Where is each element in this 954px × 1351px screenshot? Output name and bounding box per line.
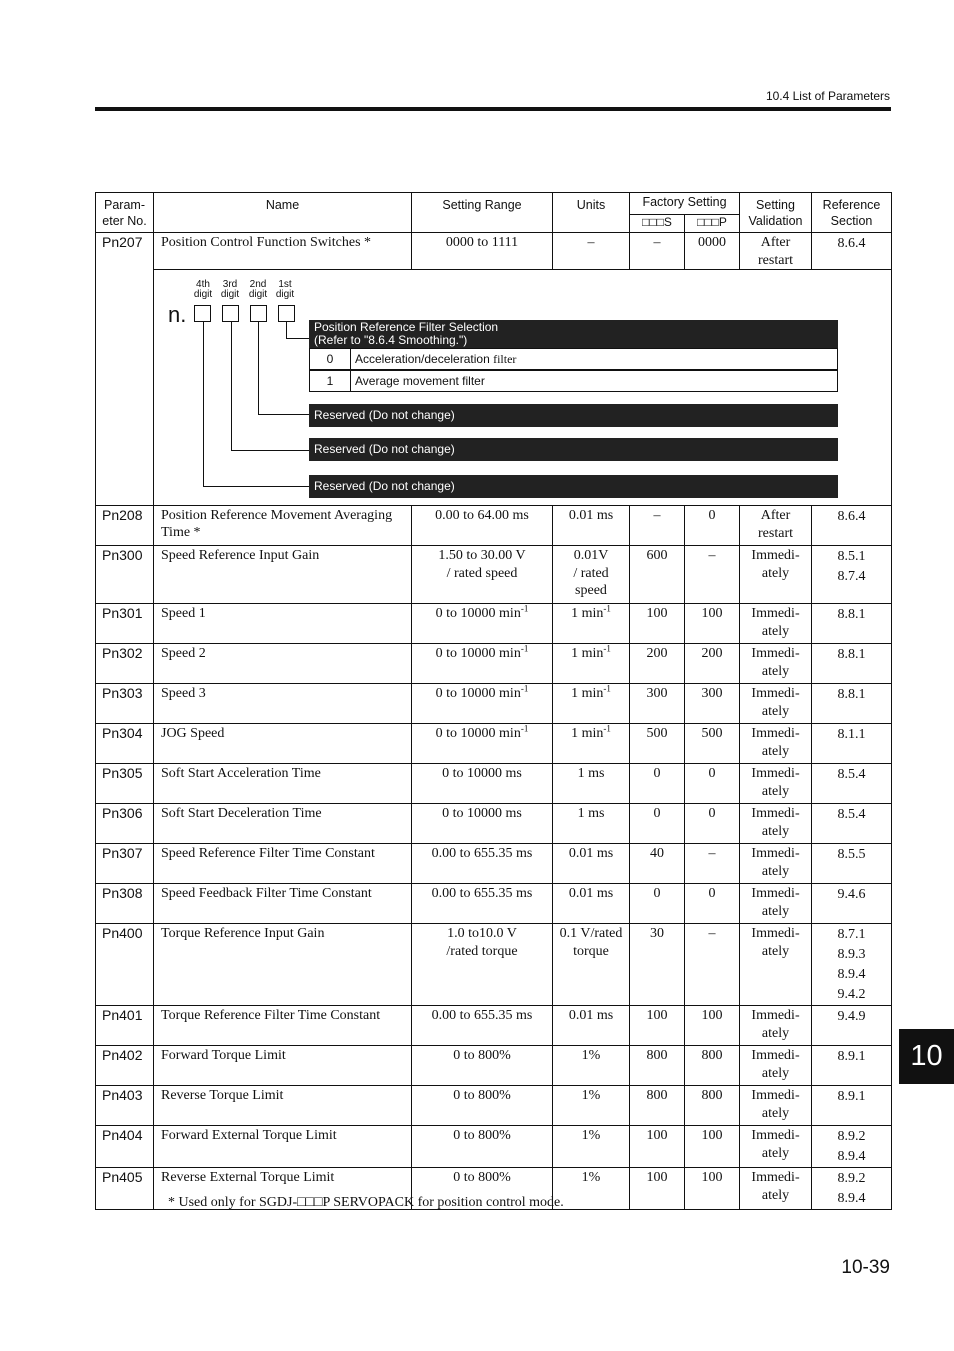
units [553, 1046, 630, 1086]
option-row-0 [309, 348, 838, 370]
option-label-tail: filter [493, 352, 517, 366]
units-text: 1 min [571, 686, 604, 701]
col-name: Name [154, 193, 412, 233]
col-reference-section-label: Reference Section [822, 198, 881, 228]
reference-section [812, 844, 892, 884]
reference-item: 8.9.2 [837, 1129, 866, 1144]
setting-range [412, 1046, 553, 1086]
table-row [96, 1046, 892, 1086]
connector-3rd-h [231, 450, 310, 451]
setting-range [412, 884, 553, 924]
setting-range [412, 1126, 553, 1168]
reference-item: 8.1.1 [837, 727, 866, 742]
setting-validation-text: Immedi- ately [751, 766, 800, 799]
factory-p: 100 [685, 1006, 740, 1046]
units [553, 844, 630, 884]
param-name: Reverse Torque Limit [154, 1086, 412, 1126]
setting-validation-text: Immedi- ately [751, 726, 800, 759]
reference-section [812, 1086, 892, 1126]
table-row [96, 644, 892, 684]
setting-range-text: 1.0 to10.0 V /rated torque [446, 926, 518, 959]
setting-validation-text: Immedi- ately [751, 1088, 800, 1121]
factory-p: 800 [685, 1086, 740, 1126]
units-exponent: -1 [603, 723, 611, 734]
param-name: JOG Speed [154, 724, 412, 764]
factory-s: 40 [630, 844, 685, 884]
first-digit-title: Position Reference Filter Selection (Refer to "8.6.4 Smoothing.") [309, 320, 838, 348]
factory-p: 200 [685, 644, 740, 684]
setting-validation-text: Immedi- ately [751, 1048, 800, 1081]
factory-p: 0 [685, 506, 740, 546]
reference-item: 9.4.6 [837, 887, 866, 902]
option-label-text: Acceleration/deceleration [355, 352, 494, 366]
param-name: Speed 2 [154, 644, 412, 684]
units [553, 1168, 630, 1210]
factory-p: 0 [685, 884, 740, 924]
reference-section [812, 804, 892, 844]
param-no: Pn400 [96, 924, 154, 1006]
factory-p: 100 [685, 1126, 740, 1168]
page-header: 10.4 List of Parameters [765, 89, 890, 103]
setting-validation [740, 506, 812, 546]
factory-s: 300 [630, 684, 685, 724]
param-no: Pn401 [96, 1006, 154, 1046]
units [553, 924, 630, 1006]
param-name: Speed Feedback Filter Time Constant [154, 884, 412, 924]
setting-validation [740, 1086, 812, 1126]
reference-item: 8.6.4 [837, 236, 866, 251]
factory-s: 500 [630, 724, 685, 764]
factory-s: 30 [630, 924, 685, 1006]
factory-s: 0 [630, 764, 685, 804]
units-exponent: -1 [603, 643, 611, 654]
factory-p: 100 [685, 604, 740, 644]
reference-item: 8.8.1 [837, 607, 866, 622]
units-text: 1 ms [577, 766, 605, 781]
param-no: Pn208 [96, 506, 154, 546]
col-setting-validation [740, 193, 812, 233]
param-name: Speed 1 [154, 604, 412, 644]
setting-validation [740, 684, 812, 724]
setting-range [412, 604, 553, 644]
param-no: Pn302 [96, 644, 154, 684]
setting-validation [740, 1168, 812, 1210]
table-row [96, 1086, 892, 1126]
chapter-tab: 10 [899, 1029, 954, 1084]
setting-range-text: 0 to 800% [453, 1170, 511, 1185]
connector-1st-h [286, 338, 309, 339]
setting-range-text: 0000 to 1111 [445, 235, 519, 250]
reference-item: 8.9.4 [837, 967, 866, 982]
n-prefix: n. [168, 302, 187, 327]
factory-s: 800 [630, 1046, 685, 1086]
param-name: Soft Start Acceleration Time [154, 764, 412, 804]
units-text: 1% [581, 1088, 601, 1103]
setting-range [412, 924, 553, 1006]
reference-item: 8.9.3 [837, 947, 866, 962]
units-text: 1% [581, 1048, 601, 1063]
table-row [96, 724, 892, 764]
reference-item: 8.9.1 [837, 1089, 866, 1104]
setting-range-text: 0 to 10000 min [435, 646, 521, 661]
setting-validation-text: Immedi- ately [751, 926, 800, 959]
connector-4th-h [203, 486, 310, 487]
table-row [96, 1126, 892, 1168]
param-name: Reverse External Torque Limit [154, 1168, 412, 1210]
reference-section [812, 684, 892, 724]
digit-label-3rd: 3rd digit [220, 279, 240, 300]
digit-label-1st: 1st digit [275, 279, 295, 300]
factory-s: 100 [630, 1006, 685, 1046]
param-name: Position Reference Movement Averaging Time * [154, 506, 412, 546]
digit-box-4th [194, 305, 211, 322]
digit-box-1st [278, 305, 295, 322]
factory-s: 100 [630, 1126, 685, 1168]
factory-p: 0 [685, 804, 740, 844]
digit-box-2nd [250, 305, 267, 322]
param-name: Speed 3 [154, 684, 412, 724]
setting-range [412, 546, 553, 604]
setting-validation [740, 604, 812, 644]
reference-item: 8.5.5 [837, 847, 866, 862]
reference-item: 8.5.1 [837, 549, 866, 564]
reference-section [812, 506, 892, 546]
connector-2nd [258, 322, 259, 414]
reference-section [812, 644, 892, 684]
col-factory-p: □□□P [685, 215, 740, 233]
connector-4th [203, 322, 204, 486]
setting-validation-text: After restart [758, 235, 793, 268]
units-text: 1 ms [577, 806, 605, 821]
setting-validation [740, 764, 812, 804]
factory-s: 800 [630, 1086, 685, 1126]
setting-validation [740, 1006, 812, 1046]
diagram-row [96, 270, 892, 506]
param-no: Pn307 [96, 844, 154, 884]
factory-s: – [630, 506, 685, 546]
param-name: Torque Reference Filter Time Constant [154, 1006, 412, 1046]
units-text: – [587, 235, 595, 250]
col-reference-section [812, 193, 892, 233]
reference-section [812, 233, 892, 270]
setting-range-exponent: -1 [520, 643, 529, 654]
setting-range [412, 233, 553, 270]
factory-p: 300 [685, 684, 740, 724]
table-row [96, 764, 892, 804]
second-digit-bar: Reserved (Do not change) [309, 404, 838, 427]
units-text: 0.01 ms [568, 508, 614, 523]
setting-range [412, 1006, 553, 1046]
reference-item: 8.7.1 [837, 927, 866, 942]
connector-3rd [231, 322, 232, 450]
digit-diagram [154, 270, 892, 506]
setting-validation [740, 233, 812, 270]
reference-section [812, 546, 892, 604]
table-row [96, 233, 892, 270]
col-units: Units [553, 193, 630, 233]
factory-p: 0000 [685, 233, 740, 270]
param-name: Position Control Function Switches * [154, 233, 412, 270]
footnote: * Used only for SGDJ-□□□P SERVOPACK for position control mode. [168, 1195, 564, 1210]
param-name: Forward External Torque Limit [154, 1126, 412, 1168]
table-row [96, 924, 892, 1006]
param-no: Pn308 [96, 884, 154, 924]
setting-validation [740, 724, 812, 764]
reference-item: 8.7.4 [837, 569, 866, 584]
setting-range [412, 844, 553, 884]
option-key: 0 [310, 349, 351, 369]
connector-2nd-h [258, 414, 310, 415]
setting-validation-text: Immedi- ately [751, 646, 800, 679]
param-no: Pn304 [96, 724, 154, 764]
factory-p: 500 [685, 724, 740, 764]
units [553, 644, 630, 684]
setting-validation [740, 924, 812, 1006]
setting-range-exponent: -1 [520, 723, 529, 734]
factory-p: 0 [685, 764, 740, 804]
param-no: Pn305 [96, 764, 154, 804]
reference-item: 9.4.9 [837, 1009, 866, 1024]
setting-range-text: 0.00 to 655.35 ms [431, 1008, 533, 1023]
col-param-no-label: Param- eter No. [102, 198, 147, 228]
reference-section [812, 724, 892, 764]
col-param-no [96, 193, 154, 233]
digit-label-4th: 4th digit [193, 279, 213, 300]
setting-validation [740, 644, 812, 684]
factory-s: 0 [630, 884, 685, 924]
setting-range-text: 0 to 800% [453, 1128, 511, 1143]
table-row [96, 804, 892, 844]
setting-range-text: 0.00 to 655.35 ms [431, 846, 533, 861]
setting-validation-text: Immedi- ately [751, 1170, 800, 1203]
setting-validation-text: Immedi- ately [751, 846, 800, 879]
col-setting-validation-label: Setting Validation [748, 198, 803, 228]
reference-item: 8.6.4 [837, 509, 866, 524]
units [553, 804, 630, 844]
setting-validation [740, 1046, 812, 1086]
param-no: Pn303 [96, 684, 154, 724]
option-label [355, 349, 516, 369]
param-no: Pn404 [96, 1126, 154, 1168]
table-row [96, 546, 892, 604]
param-no: Pn402 [96, 1046, 154, 1086]
units-text: 1% [581, 1170, 601, 1185]
reference-item: 8.9.1 [837, 1049, 866, 1064]
units-text: 0.01 ms [568, 886, 614, 901]
col-setting-range: Setting Range [412, 193, 553, 233]
reference-section [812, 884, 892, 924]
param-no: Pn403 [96, 1086, 154, 1126]
setting-validation-text: Immedi- ately [751, 686, 800, 719]
units [553, 764, 630, 804]
units [553, 1086, 630, 1126]
reference-item: 8.9.2 [837, 1171, 866, 1186]
table-row [96, 884, 892, 924]
units-text: 1 min [571, 646, 604, 661]
setting-validation [740, 546, 812, 604]
factory-p: – [685, 844, 740, 884]
digit-box-3rd [222, 305, 239, 322]
table-row [96, 1006, 892, 1046]
setting-range [412, 724, 553, 764]
setting-validation-text: Immedi- ately [751, 548, 800, 581]
header-rule [95, 107, 891, 111]
setting-range-text: 0 to 800% [453, 1088, 511, 1103]
units-text: 0.01V / rated speed [573, 548, 609, 598]
param-no: Pn306 [96, 804, 154, 844]
factory-s: – [630, 233, 685, 270]
factory-s: 600 [630, 546, 685, 604]
units [553, 546, 630, 604]
col-factory-setting: Factory Setting [630, 193, 740, 215]
reference-section [812, 604, 892, 644]
parameter-table [95, 192, 892, 1210]
reference-item: 8.9.4 [837, 1191, 866, 1206]
reference-section [812, 924, 892, 1006]
reference-item: 8.8.1 [837, 687, 866, 702]
setting-range [412, 506, 553, 546]
table-row [96, 844, 892, 884]
option-row-1 [309, 370, 838, 392]
setting-range-text: 0 to 10000 ms [442, 766, 522, 781]
factory-p: – [685, 546, 740, 604]
reference-section [812, 1006, 892, 1046]
factory-s: 100 [630, 604, 685, 644]
setting-range-exponent: -1 [520, 683, 529, 694]
param-no: Pn300 [96, 546, 154, 604]
setting-range-exponent: -1 [520, 603, 529, 614]
setting-range-text: 0 to 800% [453, 1048, 511, 1063]
reference-section [812, 1168, 892, 1210]
units [553, 684, 630, 724]
setting-range-text: 1.50 to 30.00 V / rated speed [438, 548, 526, 581]
param-name: Torque Reference Input Gain [154, 924, 412, 1006]
reference-section [812, 764, 892, 804]
factory-p: – [685, 924, 740, 1006]
reference-item: 8.5.4 [837, 767, 866, 782]
option-label: Average movement filter [355, 374, 485, 388]
setting-validation [740, 1126, 812, 1168]
setting-validation [740, 804, 812, 844]
col-factory-s: □□□S [630, 215, 685, 233]
param-no: Pn405 [96, 1168, 154, 1210]
setting-validation [740, 884, 812, 924]
third-digit-bar: Reserved (Do not change) [309, 438, 838, 461]
setting-validation-text: Immedi- ately [751, 1128, 800, 1161]
units [553, 604, 630, 644]
units [553, 506, 630, 546]
digit-label-2nd: 2nd digit [248, 279, 268, 300]
setting-range-text: 0 to 10000 min [435, 606, 521, 621]
units-text: 1 min [571, 606, 604, 621]
param-name: Speed Reference Filter Time Constant [154, 844, 412, 884]
factory-s: 100 [630, 1168, 685, 1210]
factory-p: 100 [685, 1168, 740, 1210]
units [553, 233, 630, 270]
table-row [96, 684, 892, 724]
table-row [96, 506, 892, 546]
units-exponent: -1 [603, 683, 611, 694]
fourth-digit-bar: Reserved (Do not change) [309, 475, 838, 498]
setting-range [412, 764, 553, 804]
units-text: 0.01 ms [568, 846, 614, 861]
setting-range [412, 644, 553, 684]
reference-item: 8.8.1 [837, 647, 866, 662]
param-name: Speed Reference Input Gain [154, 546, 412, 604]
factory-s: 200 [630, 644, 685, 684]
units-text: 0.1 V/rated torque [559, 926, 623, 959]
table-row [96, 604, 892, 644]
units [553, 884, 630, 924]
param-no: Pn207 [96, 233, 154, 506]
setting-validation-text: After restart [758, 508, 793, 541]
setting-range-text: 0 to 10000 ms [442, 806, 522, 821]
setting-range-text: 0.00 to 64.00 ms [435, 508, 529, 523]
option-key: 1 [310, 371, 351, 391]
page-number: 10-39 [841, 1257, 890, 1278]
units [553, 1006, 630, 1046]
setting-range-text: 0 to 10000 min [435, 726, 521, 741]
setting-validation-text: Immedi- ately [751, 1008, 800, 1041]
setting-validation-text: Immedi- ately [751, 806, 800, 839]
param-name: Forward Torque Limit [154, 1046, 412, 1086]
units-text: 0.01 ms [568, 1008, 614, 1023]
units [553, 724, 630, 764]
reference-section [812, 1126, 892, 1168]
reference-section [812, 1046, 892, 1086]
units-exponent: -1 [603, 603, 611, 614]
setting-range [412, 804, 553, 844]
setting-range-text: 0.00 to 655.35 ms [431, 886, 533, 901]
units-text: 1% [581, 1128, 601, 1143]
units-text: 1 min [571, 726, 604, 741]
reference-item: 8.9.4 [837, 1149, 866, 1164]
setting-range [412, 1086, 553, 1126]
connector-1st [286, 322, 287, 338]
param-no: Pn301 [96, 604, 154, 644]
factory-s: 0 [630, 804, 685, 844]
setting-validation-text: Immedi- ately [751, 606, 800, 639]
units [553, 1126, 630, 1168]
param-name: Soft Start Deceleration Time [154, 804, 412, 844]
reference-item: 9.4.2 [837, 987, 866, 1002]
setting-range [412, 684, 553, 724]
factory-p: 800 [685, 1046, 740, 1086]
reference-item: 8.5.4 [837, 807, 866, 822]
setting-validation-text: Immedi- ately [751, 886, 800, 919]
setting-range-text: 0 to 10000 min [435, 686, 521, 701]
setting-validation [740, 844, 812, 884]
